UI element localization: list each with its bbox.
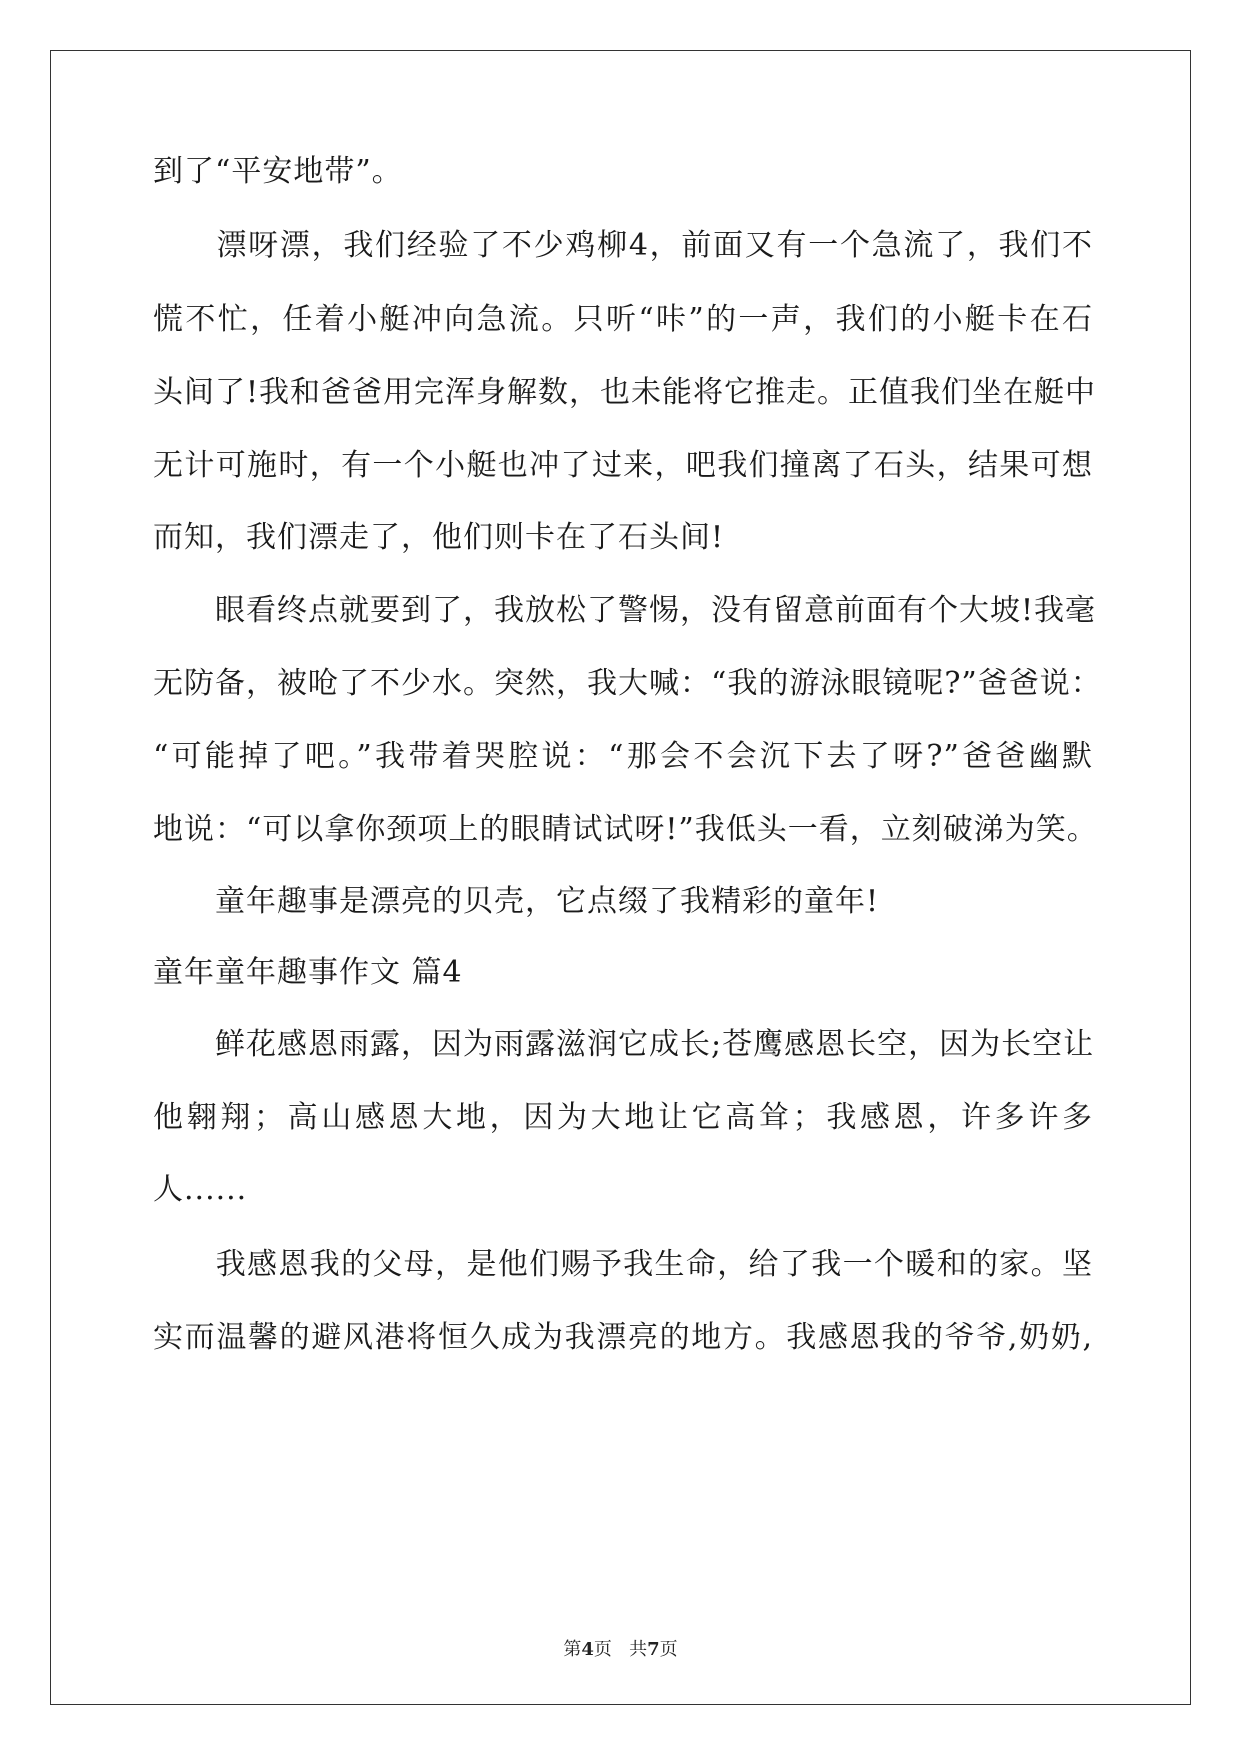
- text-line: 他翱翔；高山感恩大地，因为大地让它高耸；我感恩，许多许多: [153, 1100, 1093, 1135]
- section-heading: 童年童年趣事作文 篇4: [153, 955, 463, 990]
- page-border: [50, 50, 1191, 1705]
- text-line: 眼看终点就要到了，我放松了警惕，没有留意前面有个大坡!我毫: [153, 593, 1097, 628]
- text-line: 而知，我们漂走了，他们则卡在了石头间!: [153, 520, 725, 555]
- page-number: 4: [581, 1639, 594, 1660]
- text-line: 实而温馨的避风港将恒久成为我漂亮的地方。我感恩我的爷爷,奶奶,: [153, 1320, 1093, 1355]
- text-line: 人......: [153, 1172, 248, 1207]
- page-label-suffix: 页: [593, 1639, 612, 1660]
- page-label-prefix: 第: [563, 1639, 582, 1660]
- text-line: “可能掉了吧。”我带着哭腔说：“那会不会沉下去了呀?”爸爸幽默: [153, 739, 1093, 774]
- text-line: 慌不忙，任着小艇冲向急流。只听“咔”的一声，我们的小艇卡在石: [153, 302, 1093, 337]
- text-line: 到了“平安地带”。: [153, 154, 403, 189]
- page-footer: [0, 1638, 1241, 1662]
- text-line: 童年趣事是漂亮的贝壳，它点缀了我精彩的童年!: [153, 884, 880, 919]
- text-line: 地说：“可以拿你颈项上的眼睛试试呀!”我低头一看，立刻破涕为笑。: [153, 812, 1098, 847]
- text-line: 我感恩我的父母，是他们赐予我生命，给了我一个暖和的家。坚: [153, 1247, 1093, 1282]
- total-label-prefix: 共: [629, 1639, 648, 1660]
- text-line: 无防备，被呛了不少水。突然，我大喊：“我的游泳眼镜呢?”爸爸说：: [153, 666, 1102, 701]
- total-pages: 7: [647, 1639, 660, 1660]
- text-line: 无计可施时，有一个小艇也冲了过来，吧我们撞离了石头，结果可想: [153, 448, 1093, 483]
- text-line: 漂呀漂，我们经验了不少鸡柳4，前面又有一个急流了，我们不: [153, 228, 1093, 263]
- total-label-suffix: 页: [659, 1639, 678, 1660]
- text-line: 鲜花感恩雨露，因为雨露滋润它成长;苍鹰感恩长空，因为长空让: [153, 1027, 1095, 1062]
- text-line: 头间了!我和爸爸用完浑身解数，也未能将它推走。正值我们坐在艇中: [153, 375, 1097, 410]
